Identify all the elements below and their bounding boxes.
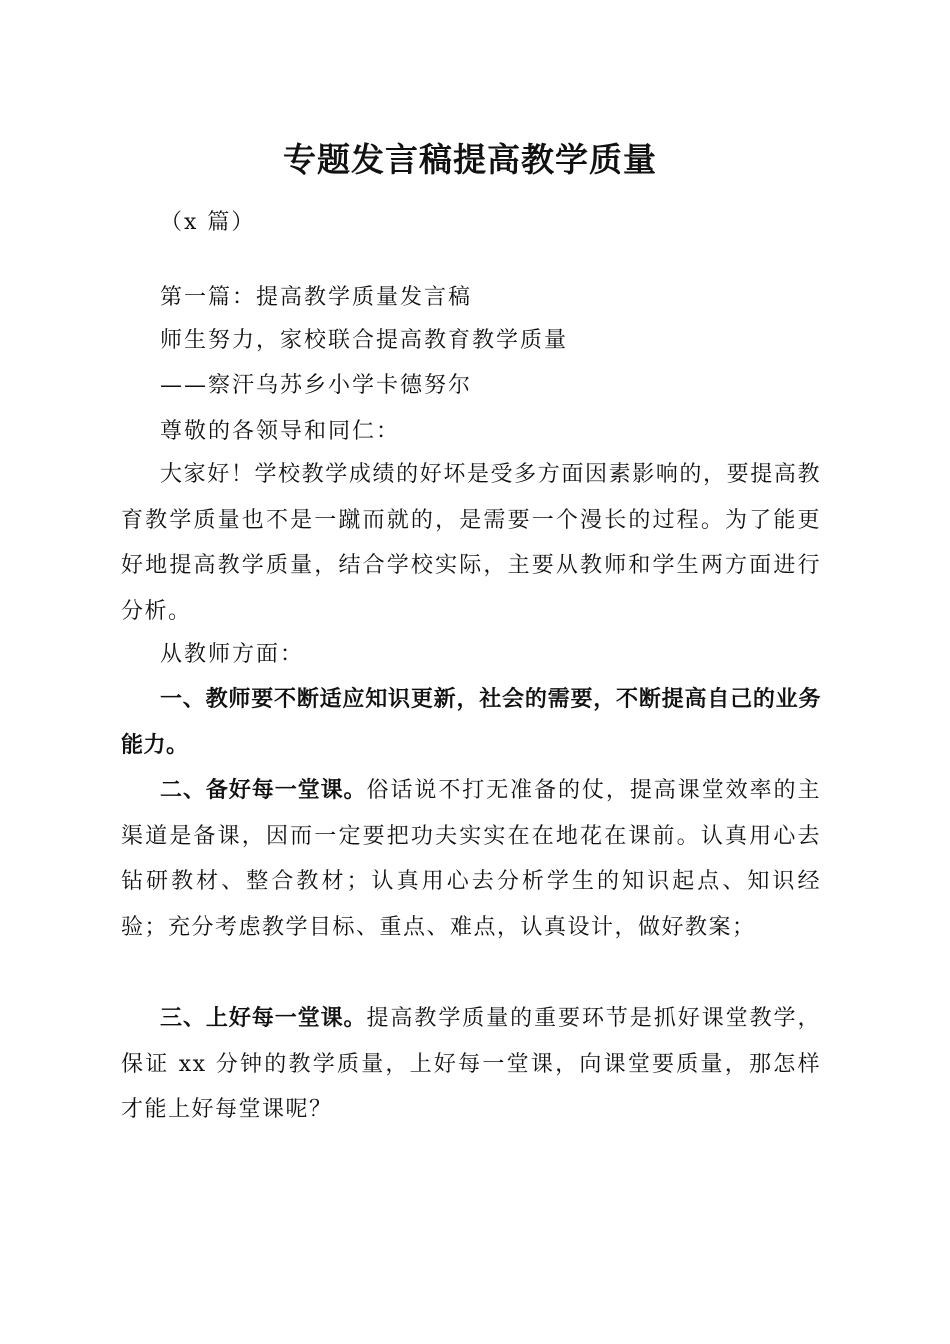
document-title: 专题发言稿提高教学质量 xyxy=(283,140,657,179)
point3-paragraph xyxy=(121,996,821,1133)
point1-block xyxy=(121,677,821,768)
count-note: （x 篇） xyxy=(160,210,256,235)
point3-body: 提高教学质量的重要环节是抓好课堂教学，保证 xx 分钟的教学质量，上好每一堂课，向课堂要质量，那怎样才能上好每堂课呢？ xyxy=(121,1006,821,1122)
intro-paragraph: 大家好！学校教学成绩的好坏是受多方面因素影响的，要提高教育教学质量也不是一蹴而就的，是需要一个漫长的过程。为了能更好地提高教学质量，结合学校实际，主要从教师和学生两方面进行分析。 xyxy=(121,462,821,624)
point1-paragraph: 一、教师要不断适应知识更新，社会的需要，不断提高自己的业务能力。 xyxy=(121,687,821,758)
teacher-section-label: 从教师方面： xyxy=(160,642,305,667)
speech-title: 师生努力，家校联合提高教育教学质量 xyxy=(160,328,569,353)
point3-block xyxy=(121,996,821,1133)
intro-block xyxy=(121,452,821,634)
part-heading: 第一篇：提高教学质量发言稿 xyxy=(160,285,473,310)
author-line: ——察汗乌苏乡小学卡德努尔 xyxy=(160,373,473,398)
point2-block xyxy=(121,768,821,950)
salutation: 尊敬的各领导和同仁： xyxy=(160,419,401,444)
point2-paragraph xyxy=(121,768,821,950)
point3-heading: 三、上好每一堂课。 xyxy=(160,1006,367,1031)
point2-body: 俗话说不打无准备的仗，提高课堂效率的主渠道是备课，因而一定要把功夫实实在在地花在课前。认真用心去钻研教材、整合教材；认真用心去分析学生的知识起点、知识经验；充分考虑教学目标、重点、难点，认真设计，做好教案； xyxy=(121,778,821,940)
point2-heading: 二、备好每一堂课。 xyxy=(160,778,367,803)
